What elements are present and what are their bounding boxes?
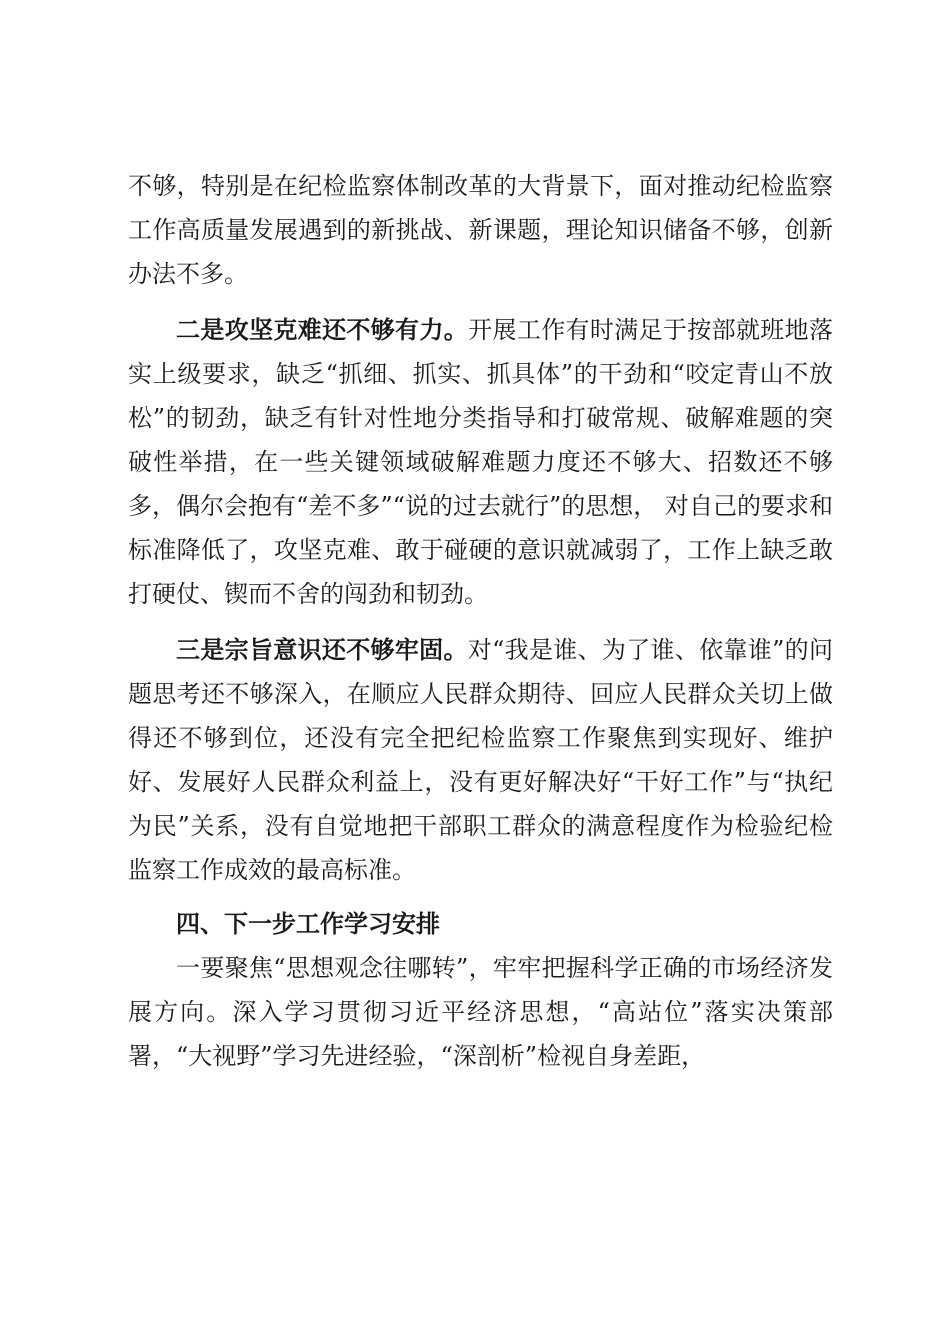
document-body bbox=[128, 164, 833, 1078]
point-3-body: 对“我是谁、为了谁、依靠谁”的问题思考还不够深入，在顺应人民群众期待、回应人民群众关切上做得还不够到位，还没有完全把纪检监察工作聚焦到实现好、维护好、发展好人民群众利益上，没有更好解决好“干好工作”与“执纪为民”关系，没有自觉地把干部职工群众的满意程度作为检验纪检监察工作成效的最高标准。 bbox=[128, 636, 833, 884]
point-2-lead: 二是攻坚克难还不够有力。 bbox=[176, 316, 469, 344]
continued-paragraph: 不够，特别是在纪检监察体制改革的大背景下，面对推动纪检监察工作高质量发展遇到的新挑战、新课题，理论知识储备不够，创新办法不多。 bbox=[128, 172, 833, 288]
section-4-heading: 四、下一步工作学习安排 bbox=[176, 910, 440, 938]
point-2-body: 开展工作有时满足于按部就班地落实上级要求，缺乏“抓细、抓实、抓具体”的干劲和“咬定青山不放松”的韧劲，缺乏有针对性地分类指导和打破常规、破解难题的突破性举措，在一些关键领域破解难题力度还不够大、招数还不够多，偶尔会抱有“差不多”“说的过去就行”的思想， 对自己的要求和标准降低了，攻坚克难、敢于碰硬的意识就减弱了，工作上缺乏敢打硬仗、锲而不舍的闯劲和韧劲。 bbox=[128, 316, 834, 608]
point-2-paragraph bbox=[128, 308, 833, 616]
point-3-paragraph bbox=[128, 628, 833, 892]
point-3-lead: 三是宗旨意识还不够牢固。 bbox=[176, 636, 468, 664]
section-4-paragraph-1: 一要聚焦“思想观念往哪转”，牢牢把握科学正确的市场经济发展方向。深入学习贯彻习近平经济思想，“高站位”落实决策部署，“大视野”学习先进经验，“深剖析”检视自身差距， bbox=[128, 954, 833, 1070]
